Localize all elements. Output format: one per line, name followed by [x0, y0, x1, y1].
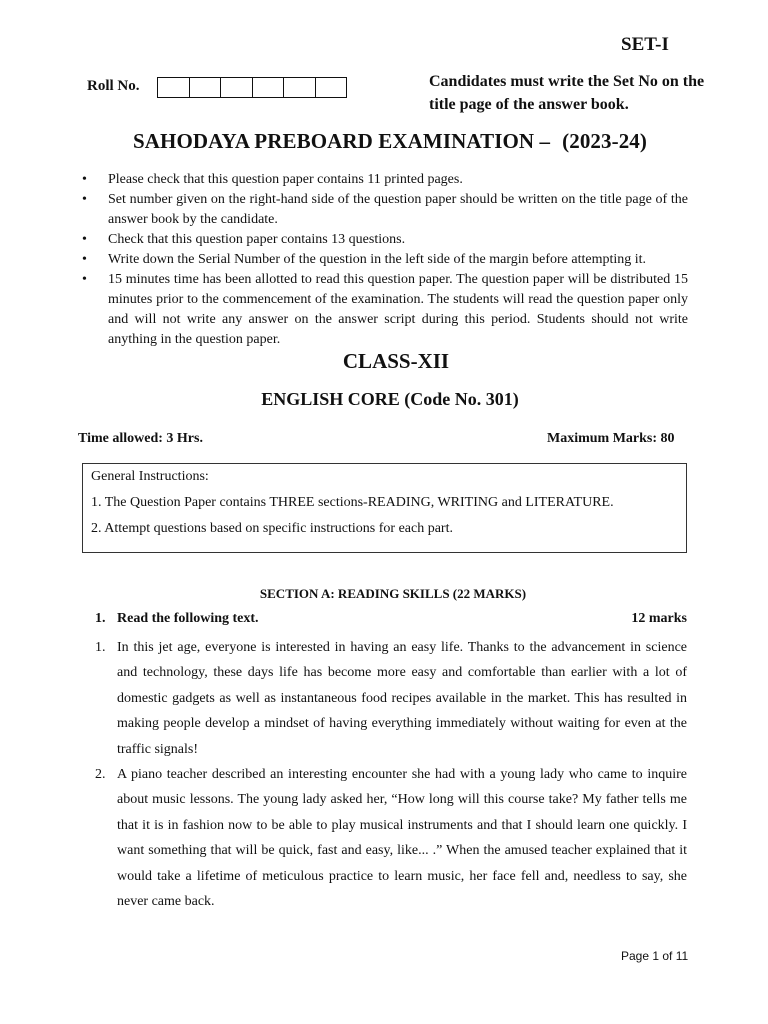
question-prompt	[95, 611, 259, 627]
subject-title: ENGLISH CORE (Code No. 301)	[261, 389, 519, 409]
general-instructions-box	[82, 463, 687, 553]
bullet-text: 15 minutes time has been allotted to read this question paper. The question paper will be distributed 15 minutes prior to the commencement of the examination. The students will read the question paper only and will not write any answer on the answer script during this period. Students should not write anything in the question paper.	[108, 272, 688, 347]
passage-paragraph	[95, 635, 687, 762]
question-number: 1.	[95, 611, 106, 626]
bullet-item	[82, 270, 688, 350]
roll-number-box	[316, 78, 347, 97]
roll-number-box	[253, 78, 285, 97]
roll-number-boxes	[157, 77, 347, 98]
paragraph-text: In this jet age, everyone is interested in having an easy life. Thanks to the advancement in science and technology, these days life has become more easy and comfortable than earlier with a lot of domestic gadgets as well as instantaneous food recipes available in the market. This has resulted in making people develop a mindset of having everything immediately without waiting for even at the traffic signals!	[117, 640, 687, 757]
bullet-icon: •	[82, 252, 87, 267]
bullet-item	[82, 190, 688, 230]
instruction-bullet-list	[82, 170, 688, 350]
question-marks: 12 marks	[631, 611, 687, 626]
bullet-icon: •	[82, 272, 87, 287]
general-instruction-item: 2. Attempt questions based on specific instructions for each part.	[91, 521, 453, 536]
passage-paragraph-list	[95, 635, 687, 914]
bullet-item	[82, 230, 688, 250]
bullet-text: Check that this question paper contains 13 questions.	[108, 232, 406, 247]
page-number: Page 1 of 11	[621, 949, 689, 963]
roll-number-box	[190, 78, 222, 97]
bullet-icon: •	[82, 192, 87, 207]
bullet-text: Please check that this question paper contains 11 printed pages.	[108, 172, 463, 187]
roll-number-box	[221, 78, 253, 97]
general-instruction-item: 1. The Question Paper contains THREE sections-READING, WRITING and LITERATURE.	[91, 495, 614, 510]
bullet-item	[82, 250, 688, 270]
roll-number-box	[284, 78, 316, 97]
exam-year: (2023-24)	[562, 129, 648, 153]
time-allowed: Time allowed: 3 Hrs.	[78, 431, 203, 446]
exam-title	[0, 129, 768, 154]
bullet-text: Write down the Serial Number of the question in the left side of the margin before attempting it.	[108, 252, 647, 267]
question-header	[95, 611, 687, 627]
exam-title-text: SAHODAYA PREBOARD EXAMINATION –	[132, 129, 551, 153]
candidate-set-note: Candidates must write the Set No on the title page of the answer book.	[429, 73, 705, 113]
set-label: SET-I	[621, 34, 669, 55]
passage-paragraph	[95, 762, 687, 914]
bullet-icon: •	[82, 172, 87, 187]
paragraph-number: 1.	[95, 640, 106, 655]
roll-number-label: Roll No.	[87, 78, 140, 94]
class-title: CLASS-XII	[342, 349, 450, 373]
section-title: SECTION A: READING SKILLS (22 MARKS)	[259, 586, 527, 601]
paragraph-text: A piano teacher described an interesting encounter she had with a young lady who came to inquire about music lessons. The young lady asked her, “How long will this course take? My father tells me that it is in fashion now to be able to play musical instruments and that I should learn one quickly. I want something that will be quick, fast and easy, like... .” When the amused teacher explained that it would take a lifetime of meticulous practice to learn music, her face fell and, needless to say, she never came back.	[117, 767, 687, 910]
bullet-text: Set number given on the right-hand side of the question paper should be written on the title page of the answer book by the candidate.	[108, 192, 688, 227]
maximum-marks: Maximum Marks: 80	[547, 431, 675, 446]
general-instructions-heading: General Instructions:	[91, 469, 209, 484]
roll-number-box	[158, 78, 190, 97]
bullet-icon: •	[82, 232, 87, 247]
question-text: Read the following text.	[117, 611, 259, 626]
paragraph-number: 2.	[95, 767, 106, 783]
bullet-item	[82, 170, 688, 190]
